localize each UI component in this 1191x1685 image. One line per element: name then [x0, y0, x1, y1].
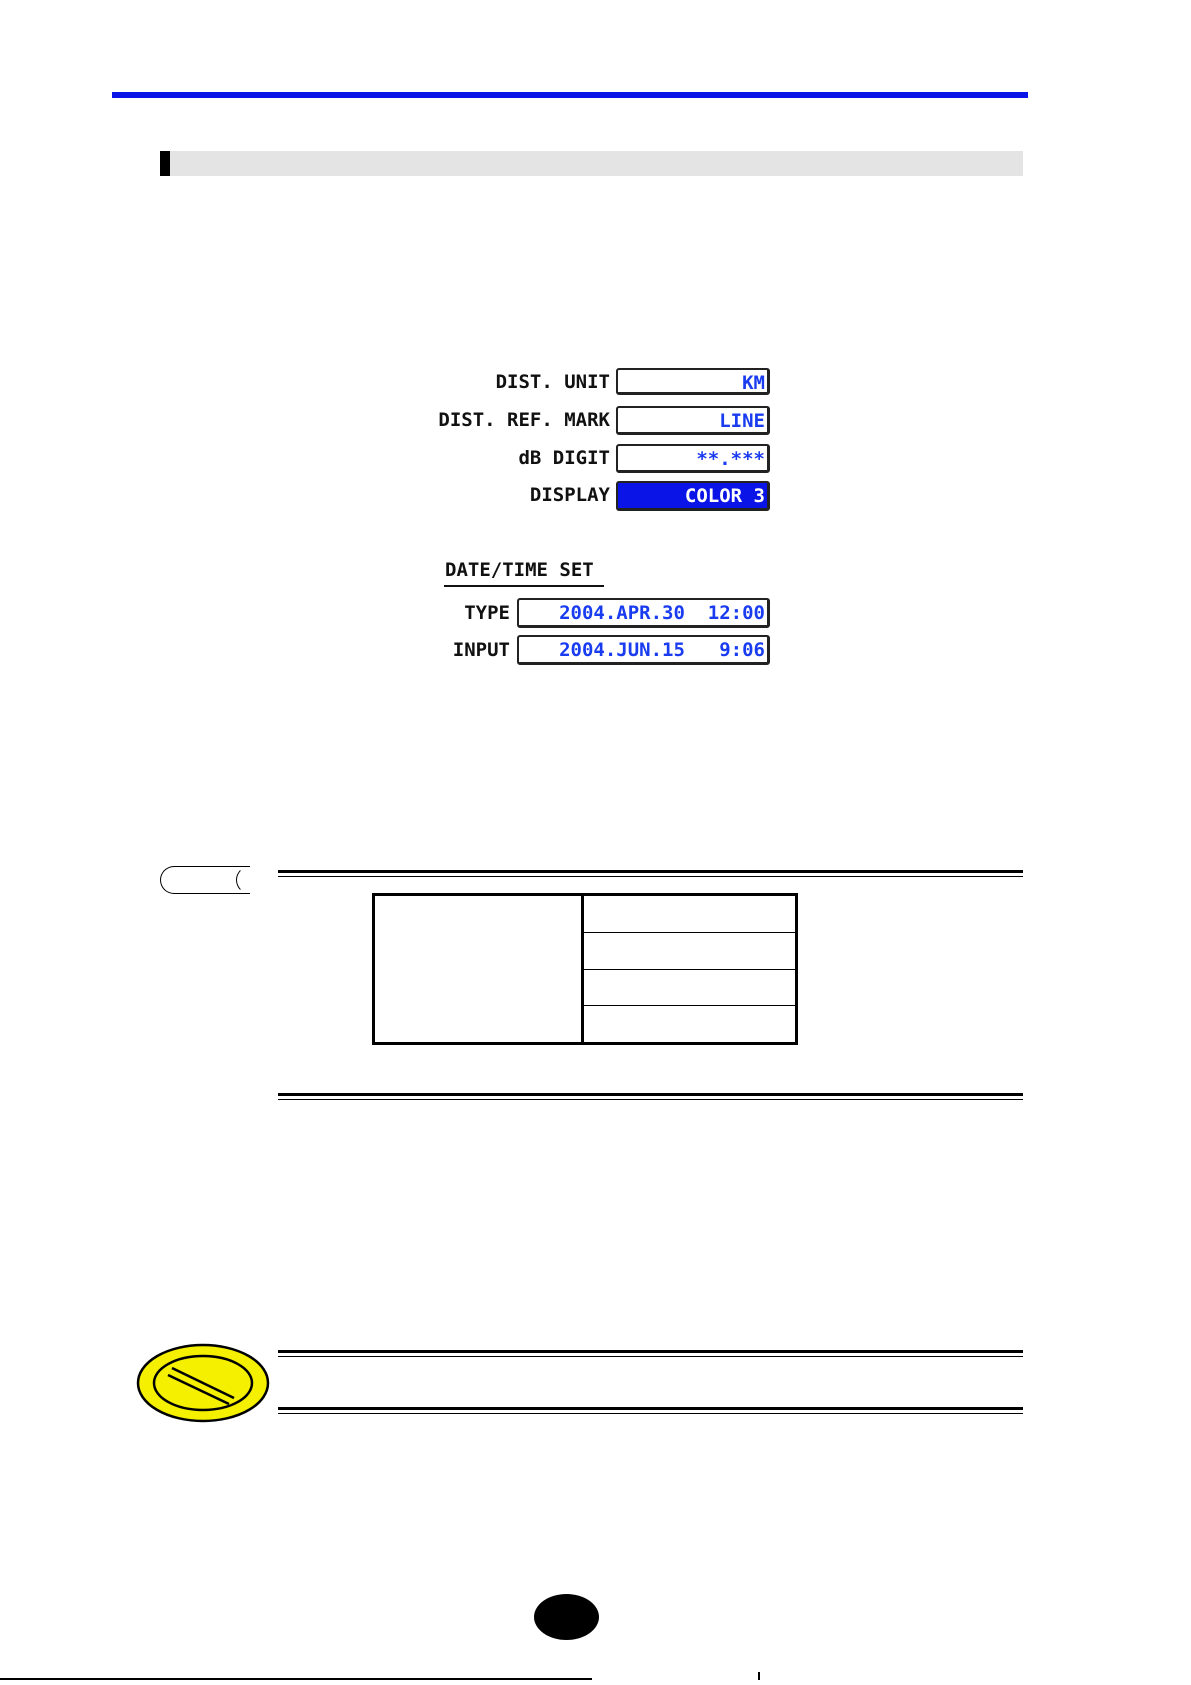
- input-field[interactable]: 2004.JUN.15 9:06: [517, 635, 770, 665]
- setup-screen-crop: [420, 371, 770, 661]
- note-table-cell: [584, 896, 795, 932]
- warning-bottom-rule: [278, 1407, 1023, 1414]
- type-label: TYPE: [464, 602, 510, 624]
- note-top-rule: [278, 870, 1023, 877]
- input-label: INPUT: [452, 639, 510, 661]
- datetime-title-underline: [444, 585, 604, 587]
- note-table-left-cell: [375, 896, 584, 1042]
- dist-unit-label: DIST. UNIT: [495, 371, 610, 393]
- note-tab-curl: [236, 866, 264, 894]
- type-field[interactable]: 2004.APR.30 12:00: [517, 598, 770, 628]
- prohibition-icon: [135, 1342, 271, 1424]
- display-field[interactable]: COLOR 3: [616, 481, 770, 511]
- datetime-set-title: DATE/TIME SET: [445, 559, 594, 581]
- section-heading-marker: [160, 151, 170, 176]
- db-digit-field[interactable]: **.***: [616, 444, 770, 473]
- dist-ref-mark-label: DIST. REF. MARK: [438, 409, 610, 431]
- dist-unit-field[interactable]: KM: [616, 368, 770, 395]
- warning-top-rule: [278, 1350, 1023, 1357]
- note-bottom-rule: [278, 1093, 1023, 1100]
- note-table-cell: [584, 969, 795, 1006]
- section-heading-bar: [160, 151, 1023, 176]
- note-table-cell: [584, 1005, 795, 1042]
- note-table: [372, 893, 798, 1045]
- bottom-rule: [0, 1678, 592, 1680]
- bottom-tick: [758, 1672, 760, 1680]
- top-rule: [112, 92, 1028, 98]
- db-digit-label: dB DIGIT: [518, 447, 610, 469]
- dist-ref-mark-field[interactable]: LINE: [616, 406, 770, 435]
- page-number-badge: [534, 1594, 599, 1640]
- display-label: DISPLAY: [529, 484, 610, 506]
- note-table-cell: [584, 932, 795, 969]
